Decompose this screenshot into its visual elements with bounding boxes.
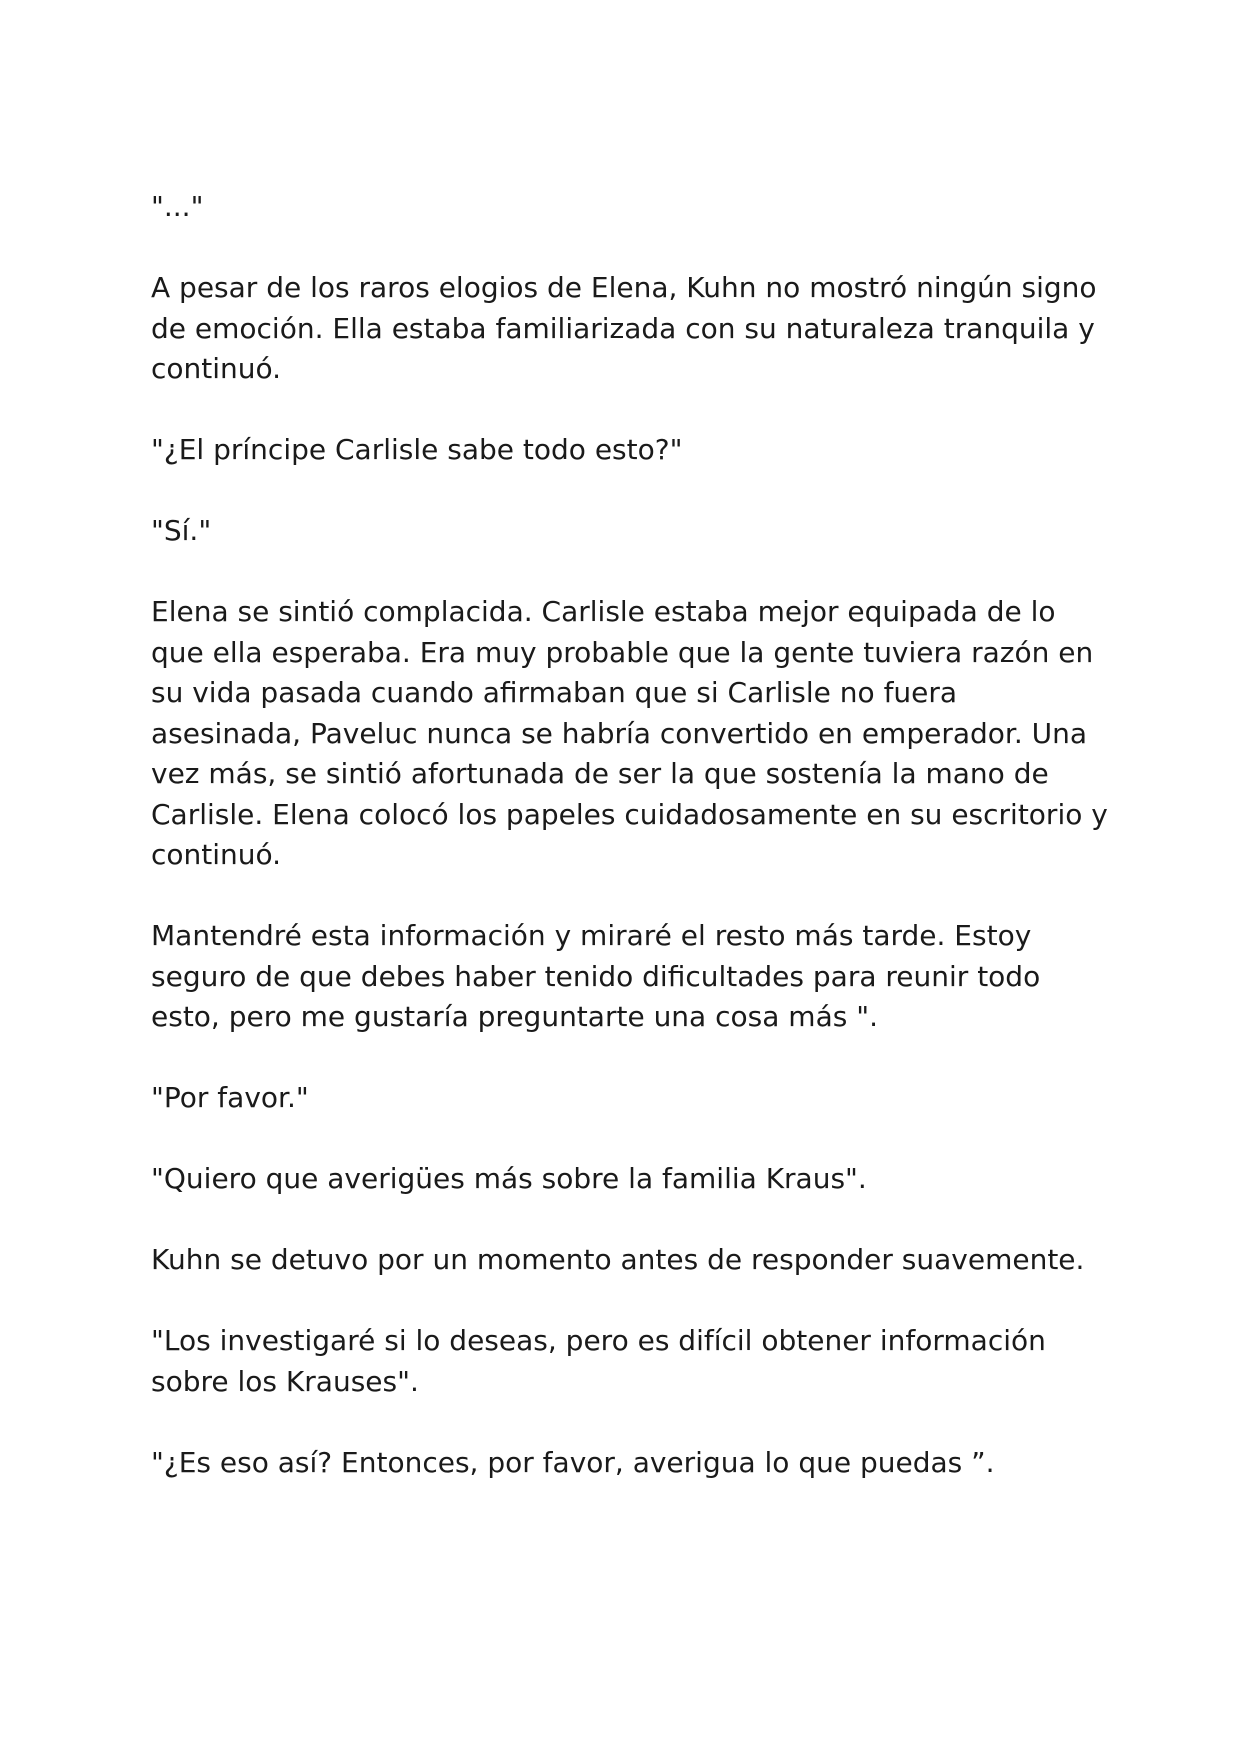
paragraph-dialogue: "¿El príncipe Carlisle sabe todo esto?" — [151, 433, 683, 466]
paragraph-dialogue: "¿Es eso así? Entonces, por favor, averigua lo que puedas ”. — [151, 1445, 995, 1479]
paragraph-ellipsis: "..." — [151, 190, 204, 223]
paragraph-dialogue: "Los investigaré si lo deseas, pero es difícil obtener información sobre los Krauses". — [151, 1324, 1046, 1398]
paragraph-dialogue: "Sí." — [151, 514, 212, 547]
paragraph-dialogue: Mantendré esta información y miraré el resto más tarde. Estoy seguro de que debes haber tenido dificultades para reunir todo esto, pero me gustaría preguntarte una cosa más ". — [151, 919, 1041, 1033]
paragraph-narration: Kuhn se detuvo por un momento antes de responder suavemente. — [151, 1243, 1085, 1276]
paragraph-dialogue: "Quiero que averigües más sobre la familia Kraus". — [151, 1162, 867, 1195]
paragraph-narration: Elena se sintió complacida. Carlisle estaba mejor equipada de lo que ella esperaba. Era muy probable que la gente tuviera razón en su vida pasada cuando afirmaban que si Carlisle no fuera asesinada, Paveluc nunca se habría convertido en emperador. Una vez más, se sintió afortunada de ser la que sostenía la mano de Carlisle. Elena colocó los papeles cuidadosamente en su escritorio y continuó. — [151, 595, 1108, 871]
paragraph-dialogue: "Por favor." — [151, 1081, 309, 1114]
paragraph-narration: A pesar de los raros elogios de Elena, Kuhn no mostró ningún signo de emoción. Ella estaba familiarizada con su naturaleza tranquila y continuó. — [151, 271, 1097, 385]
document-text-body — [151, 187, 1111, 1524]
